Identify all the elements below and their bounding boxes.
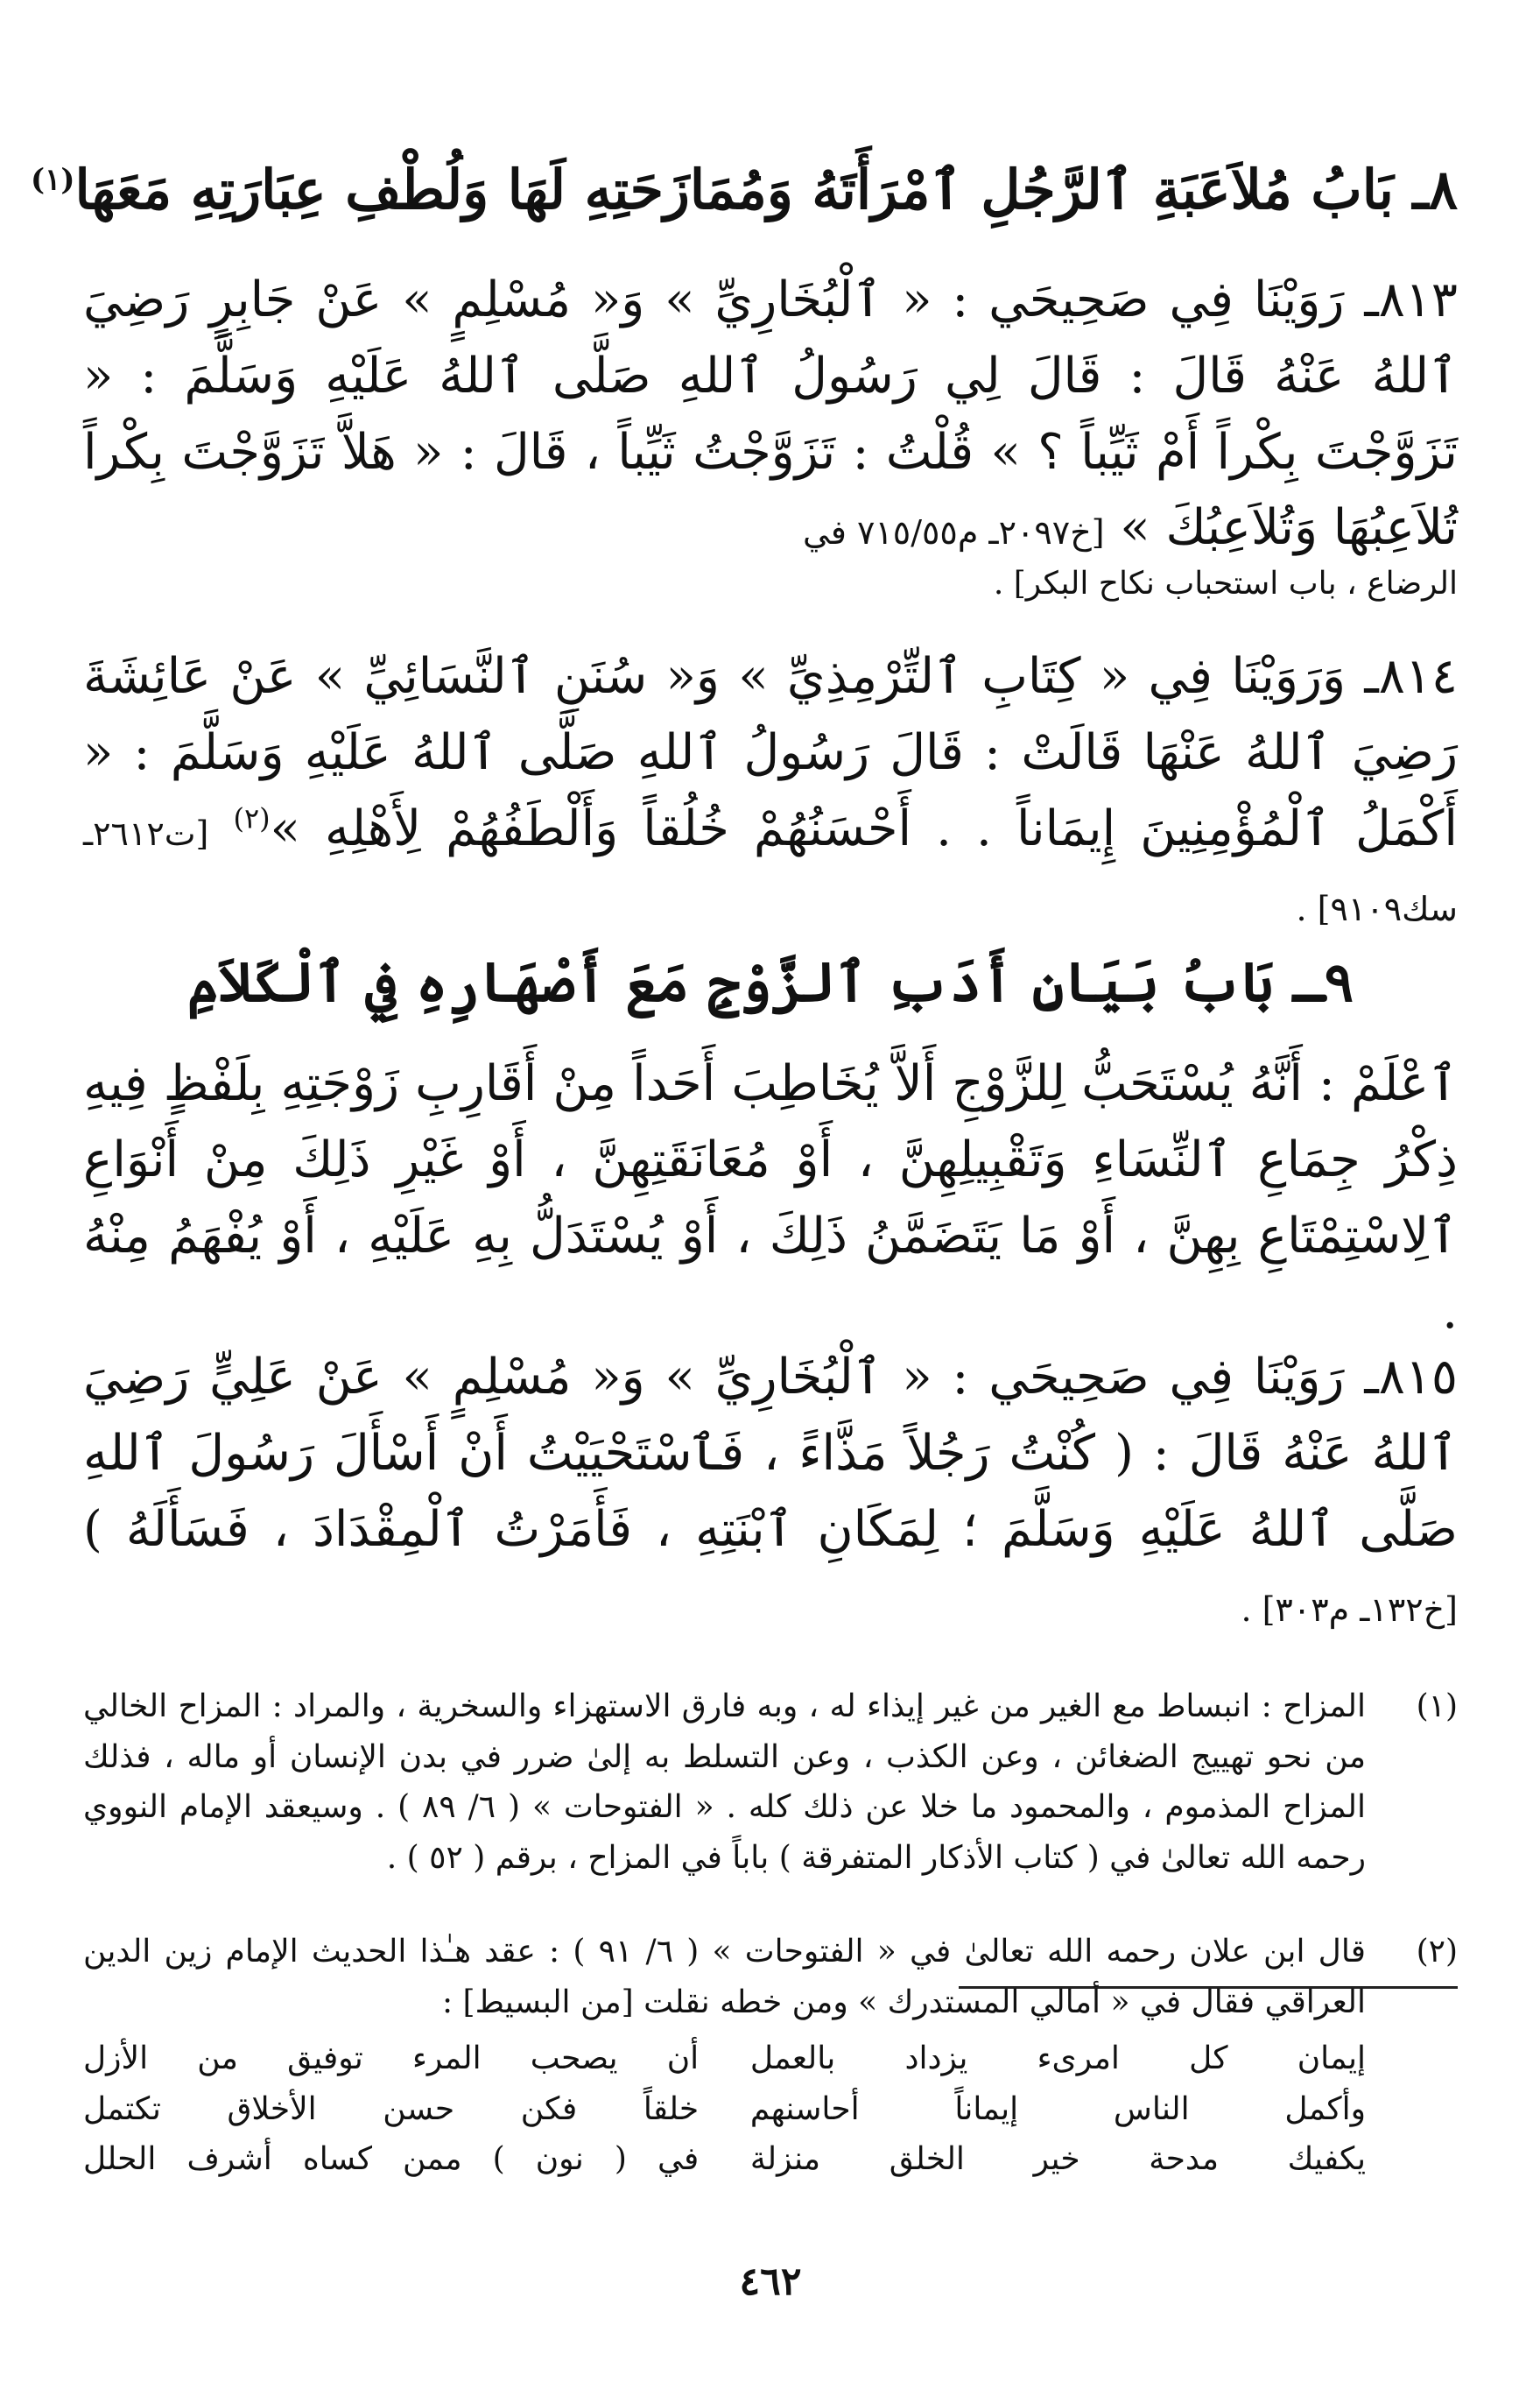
hadith-814-text: ٨١٤ـ وَرَوَيْنَا فِي « كِتَابِ ٱلتِّرْمِذِيِّ » وَ« سُنَنِ ٱلنَّسَائِيِّ » عَنْ عَائِشَةَ رَضِيَ ٱللهُ عَنْهَا قَالَتْ : قَالَ رَسُولُ ٱللهِ صَلَّى ٱللهُ عَلَيْهِ وَسَلَّمَ : « أَكْمَلُ ٱلْمُؤْمِنِينَ إِيمَاناً . . أَحْسَنُهُمْ خُلُقاً وَأَلْطَفُهُمْ لِأَهْلِهِ » bbox=[83, 648, 1458, 857]
hadith-815-reference: [خ١٣٢ـ م٣٠٣] . bbox=[1241, 1590, 1458, 1630]
poem-hemistich-second: أن يصحب المرء توفيق من الأزل bbox=[83, 2040, 700, 2076]
poem-hemistich-second: خلقاً فكن حسن الأخلاق تكتمل bbox=[83, 2090, 700, 2127]
book-page bbox=[31, 0, 1459, 2403]
chapter-heading-9: ٩ـ بَابُ بَيَانِ أَدَبِ ٱلزَّوْجِ مَعَ أَصْهَارِهِ فِي ٱلْكَلاَمِ bbox=[186, 950, 1354, 1014]
footnote-marker-1: (١) bbox=[31, 162, 75, 198]
footnote-1-text: المزاح : انبساط مع الغير من غير إيذاء له ، وبه فارق الاستهزاء والسخرية ، والمراد : المزاح الخالي من نحو تهييج الضغائن ، وعن الكذب ، وعن التسلط به إلىٰ ضرر في بدن الإنسان أو ماله ، فذلك المزاح المذموم ، والمحمود ما خلا عن ذلك كله . « الفتوحات » ( ٦/ ٨٩ ) . وسيعقد الإمام النووي رحمه الله تعالىٰ في ( كتاب الأذكار المتفرقة ) باباً في المزاح ، برقم ( ٥٢ ) . bbox=[83, 1688, 1366, 1876]
poem-verse bbox=[83, 2084, 1366, 2135]
hadith-815-text: ٨١٥ـ رَوَيْنَا فِي صَحِيحَي : « ٱلْبُخَارِيِّ » وَ« مُسْلِمٍ » عَنْ عَلِيٍّ رَضِيَ ٱللهُ عَنْهُ قَالَ : ( كُنْتُ رَجُلاً مَذَّاءً ، فَٱسْتَحْيَيْتُ أَنْ أَسْأَلَ رَسُولَ ٱللهِ صَلَّى ٱللهُ عَلَيْهِ وَسَلَّمَ ؛ لِمَكَانِ ٱبْنَتِهِ ، فَأَمَرْتُ ٱلْمِقْدَادَ ، فَسَأَلَهُ ) bbox=[83, 1349, 1458, 1558]
ilam-paragraph: ٱعْلَمْ : أَنَّهُ يُسْتَحَبُّ لِلزَّوْجِ أَلاَّ يُخَاطِبَ أَحَداً مِنْ أَقَارِبِ زَوْجَتِهِ بِلَفْظٍ فِيهِ ذِكْرُ جِمَاعِ ٱلنِّسَاءِ وَتَقْبِيلِهِنَّ ، أَوْ مُعَانَقَتِهِنَّ ، أَوْ غَيْرِ ذَلِكَ مِنْ أَنْوَاعِ ٱلِاسْتِمْتَاعِ بِهِنَّ ، أَوْ مَا يَتَضَمَّنُ ذَلِكَ ، أَوْ يُسْتَدَلُّ بِهِ عَلَيْهِ ، أَوْ يُفْهَمُ مِنْهُ . bbox=[83, 1055, 1458, 1341]
footnote-1 bbox=[83, 1681, 1458, 1883]
hadith-815 bbox=[83, 1340, 1458, 1644]
page-number: ٤٦٢ bbox=[739, 2259, 802, 2304]
chapter-heading-8 bbox=[31, 158, 1458, 222]
chapter-heading-8-text: ٨ـ بَابُ مُلاَعَبَةِ ٱلرَّجُلِ ٱمْرَأَتَهُ وَمُمَازَحَتِهِ لَهَا وَلُطْفِ عِبَارَتِهِ مَعَهَا bbox=[74, 158, 1458, 222]
hadith-814 bbox=[83, 639, 1458, 943]
hadith-814-reference: [ت٢٦١٢ـ سك٩١٠٩] . bbox=[83, 814, 1458, 929]
poem-hemistich-first: إيمان كل امرىء يزداد بالعمل bbox=[749, 2040, 1366, 2076]
poem-hemistich-first: يكفيك مدحة خير الخلق منزلة bbox=[749, 2141, 1366, 2178]
poem-hemistich-second: في ( نون ) ممن كساه أشرف الحلل bbox=[83, 2141, 700, 2178]
hadith-813-reference-continued: الرضاع ، باب استحباب نكاح البكر] . bbox=[993, 566, 1458, 602]
hadith-813-reference: [خ٢٠٩٧ـ م٧١٥/٥٥ في bbox=[803, 513, 1105, 553]
footnote-2 bbox=[83, 1927, 1458, 2027]
footnote-2-number: (٢) bbox=[1416, 1934, 1458, 1970]
hadith-813 bbox=[83, 263, 1458, 567]
footnote-2-text: قال ابن علان رحمه الله تعالىٰ في « الفتوحات » ( ٦/ ٩١ ) : عقد هـٰذا الحديث الإمام زين الدين العراقي فقال في « أمالي المستدرك » ومن خطه نقلت [من البسيط] : bbox=[83, 1934, 1367, 2020]
hadith-813-text: ٨١٣ـ رَوَيْنَا فِي صَحِيحَي : « ٱلْبُخَارِيِّ » وَ« مُسْلِمٍ » عَنْ جَابِرٍ رَضِيَ ٱللهُ عَنْهُ قَالَ : قَالَ لِي رَسُولُ ٱللهِ صَلَّى ٱللهُ عَلَيْهِ وَسَلَّمَ : « تَزَوَّجْتَ بِكْراً أَمْ ثَيِّباً ؟ » قُلْتُ : تَزَوَّجْتُ ثَيِّباً ، قَالَ : « هَلاَّ تَزَوَّجْتَ بِكْراً تُلاَعِبُهَا وَتُلاَعِبُكَ » bbox=[83, 271, 1459, 557]
footnote-1-number: (١) bbox=[1416, 1688, 1458, 1724]
poem-hemistich-first: وأكمل الناس إيماناً أحاسنهم bbox=[749, 2090, 1366, 2127]
footnote-marker-2: (٢) bbox=[233, 800, 271, 835]
poem bbox=[83, 2033, 1366, 2185]
poem-verse bbox=[83, 2134, 1366, 2185]
poem-verse bbox=[83, 2033, 1366, 2084]
